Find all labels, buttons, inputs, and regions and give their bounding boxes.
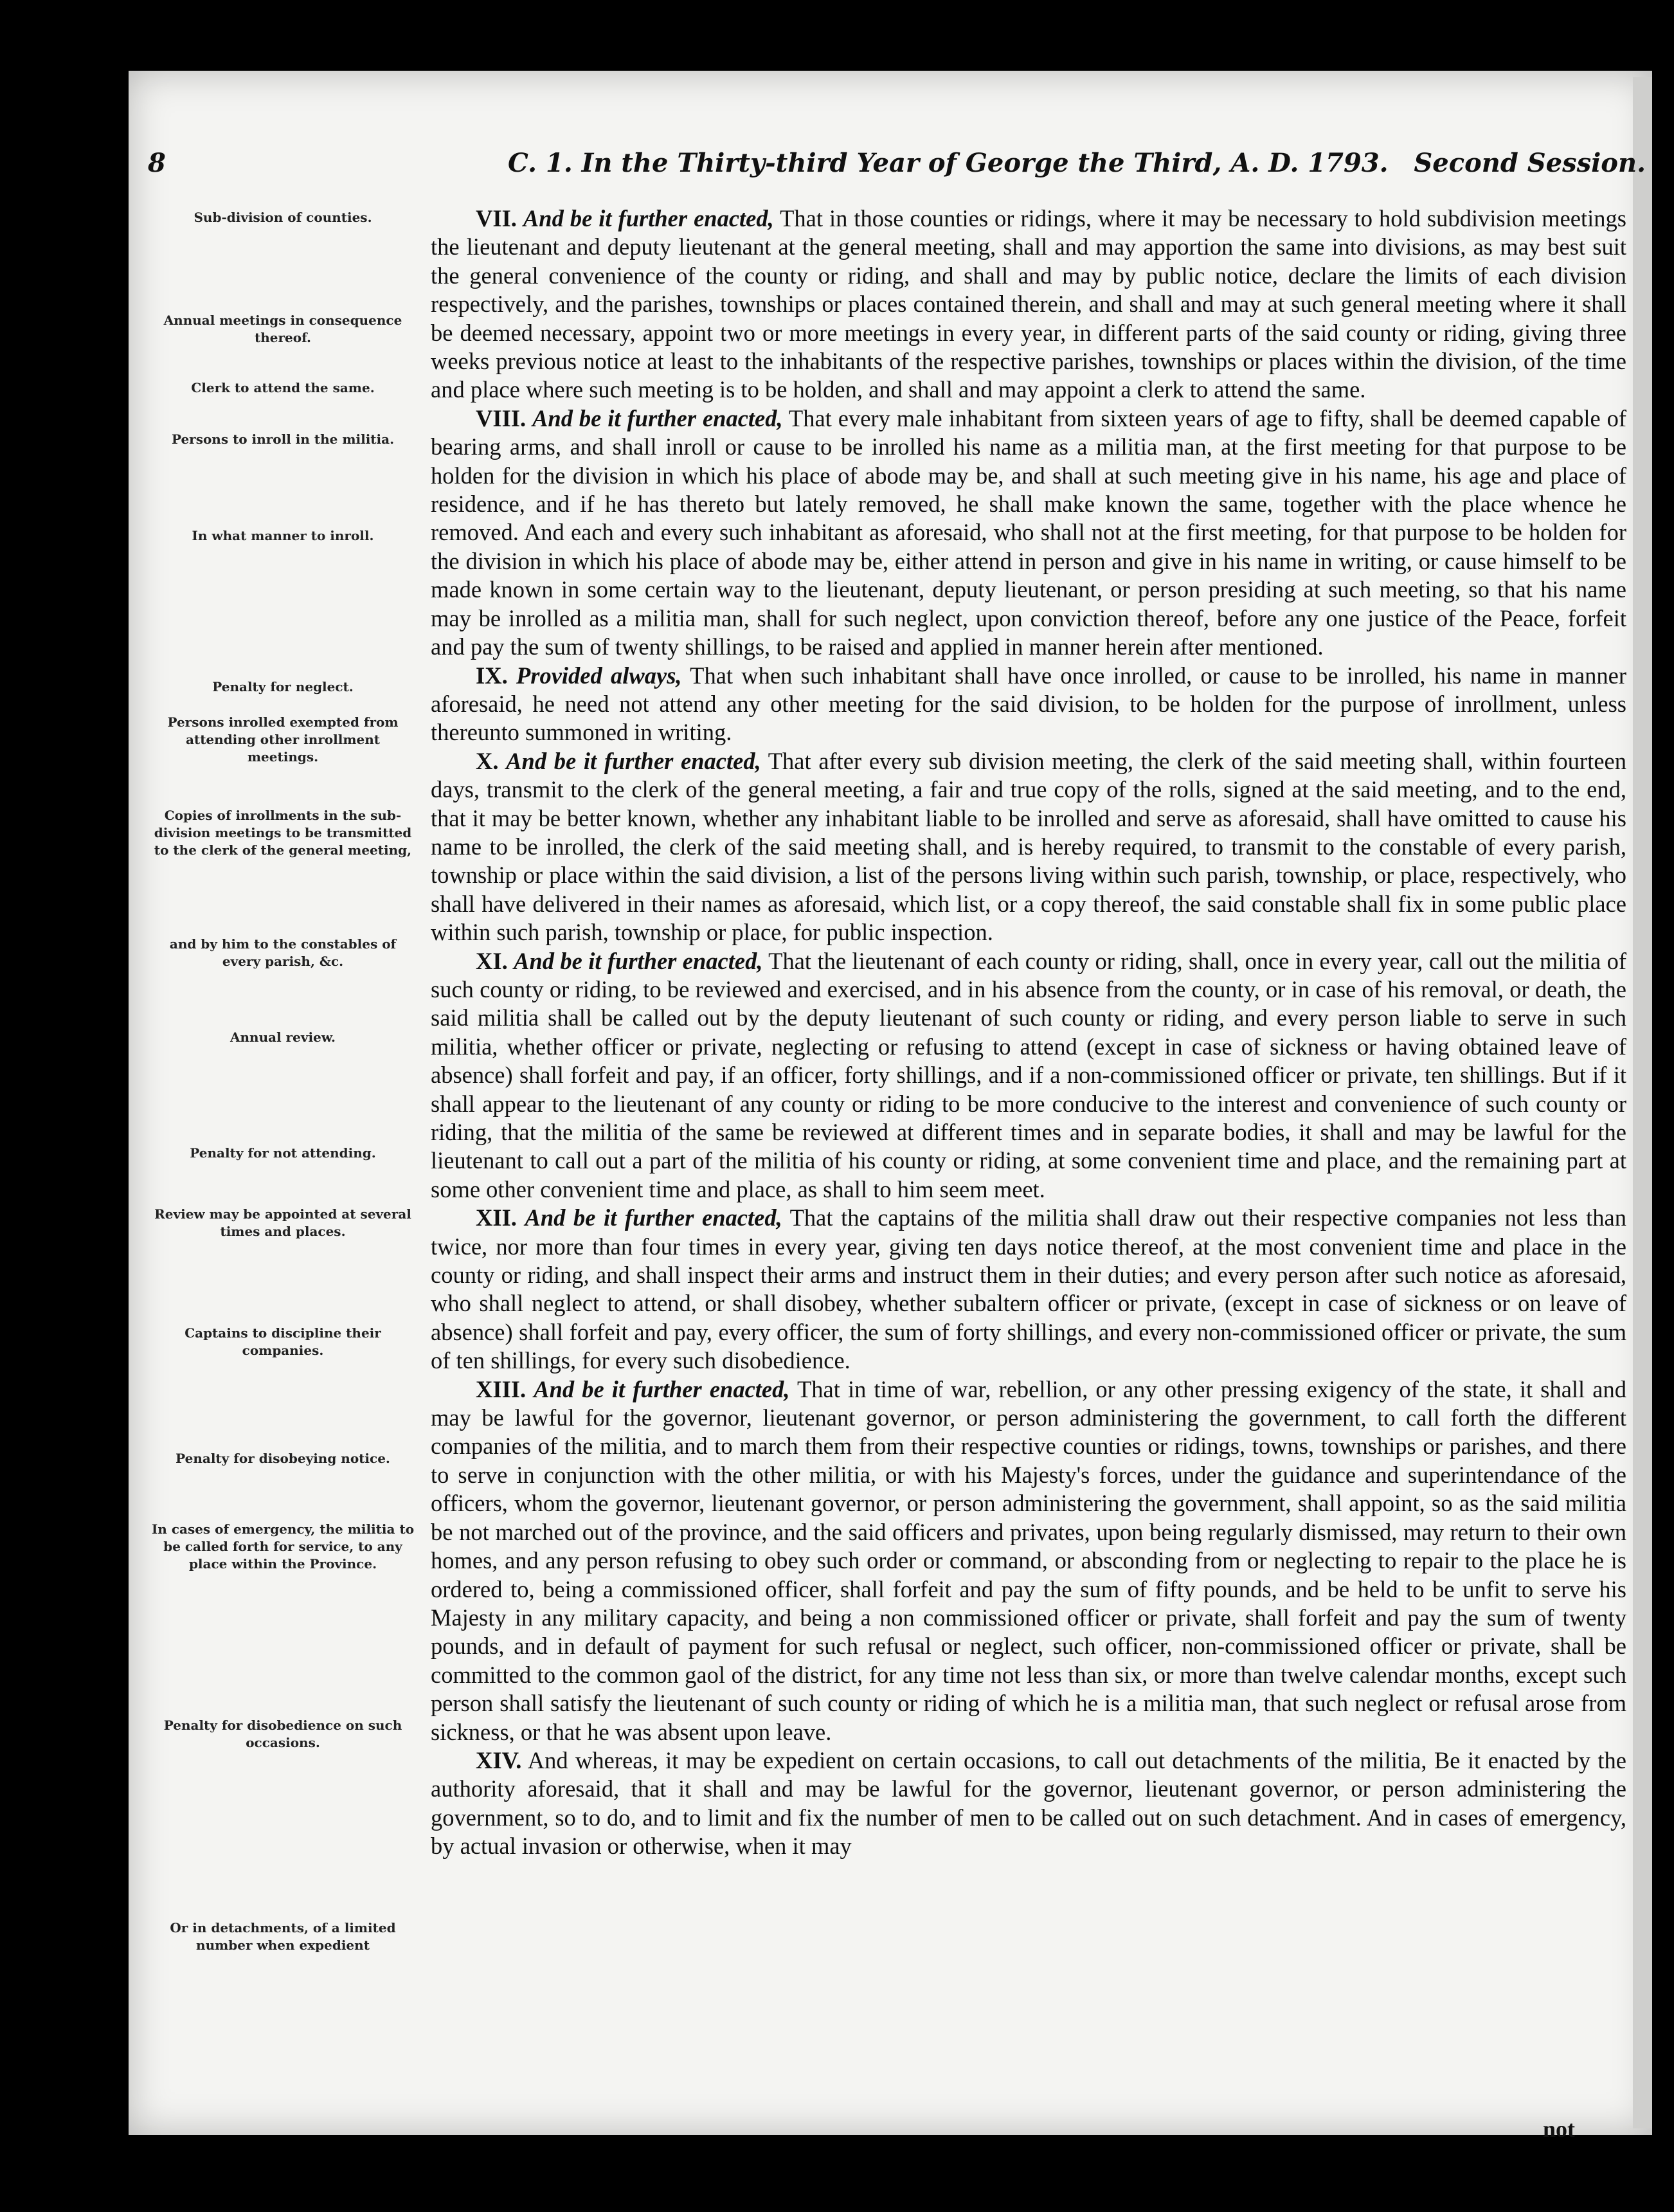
section-12: [431, 1204, 1626, 1375]
section-number: IX.: [476, 662, 508, 689]
section-number: VIII.: [476, 404, 526, 431]
margin-note: Persons to inroll in the militia.: [171, 431, 395, 447]
margin-note: In cases of emergency, the militia to be called forth for service, to any place within the Province.: [151, 1521, 415, 1572]
section-number: XII.: [476, 1204, 517, 1231]
enacting-clause: And be it further enacted,: [525, 1204, 782, 1231]
margin-note: Penalty for disobedience on such occasions.: [163, 1718, 402, 1750]
section-9: [431, 662, 1626, 747]
section-8: [431, 404, 1626, 662]
margin-notes: [151, 0, 415, 2212]
enacting-clause: Provided always,: [516, 662, 682, 689]
enacting-clause: And be it further enacted,: [534, 1375, 790, 1402]
section-text: That when such inhabitant shall have once inrolled, or cause to be inrolled, his name in manner aforesaid, he need not attend any other meeting for the said division, to be holden for the purpose of inrollment, unless thereunto summoned in writing.: [431, 662, 1626, 746]
section-number: X.: [476, 747, 499, 774]
margin-note: In what manner to inroll.: [192, 528, 374, 543]
section-number: XIII.: [476, 1375, 526, 1402]
margin-note: Penalty for not attending.: [190, 1145, 376, 1161]
running-title: C. 1. In the Thirty-third Year of George the Third, A. D. 1793.: [508, 148, 1389, 178]
margin-note: Penalty for disobeying notice.: [176, 1451, 390, 1466]
document-body: [431, 204, 1626, 1861]
margin-note: Persons inrolled exempted from attending other inrollment meetings.: [167, 714, 399, 765]
section-number: XI.: [476, 947, 508, 974]
section-text: That in time of war, rebellion, or any other pressing exigency of the state, it shall and may be lawful for the governor, lieutenant governor, or person administering the government, to call forth the different companies of the militia, and to march them from their respective counties or ridings, towns, townships or parishes, and there to serve in conjunction with the other militia, or with his Majesty's forces, under the guidance and superintendance of the officers, whom the governor, lieutenant governor, or person administering the government, shall appoint, so as the said militia be not marched out of the province, and the said officers and privates, upon being regularly dismissed, may return to their own homes, and any person refusing to obey such order or command, or absconding from or neglecting to repair to the place he is ordered to, being a commissioned officer, shall forfeit and pay the sum of fifty pounds, and be held to be unfit to serve his Majesty in any military capacity, and being a non commissioned officer or private, shall forfeit and pay the sum of twenty pounds, and in default of payment for such refusal or neglect, such officer, non-commissioned officer or private, shall be committed to the common gaol of the district, for any time not less than six, or more than twelve calendar months, except such person shall satisfy the lieutenant of such county or riding of which he is a militia man, that such neglect or refusal arose from sickness, or that he was absent upon leave.: [431, 1375, 1626, 1745]
section-text: That every male inhabitant from sixteen years of age to fifty, shall be deemed capable of bearing arms, and shall inroll or cause to be inrolled his name as a militia man, at the first meeting for that purpose to be holden for the division in which his place of abode may be, and shall at such meeting give in his name, his age and place of residence, and if he has thereto but lately removed, he shall make known the same, together with the place whence he removed. And each and every such inhabitant as aforesaid, who shall not at the first meeting, for that purpose to be holden for the division in which his place of abode may be, either attend in person and give in his name in writing, or cause himself to be made known in some certain way to the lieutenant, deputy lieutenant, or person presiding at such meeting, so that his name may be inrolled as a militia man, shall for such neglect, upon conviction thereof, before any one justice of the Peace, forfeit and pay the sum of twenty shillings, to be raised and applied in manner herein after mentioned.: [431, 404, 1627, 660]
enacting-clause: And be it further enacted,: [506, 747, 761, 774]
section-text: That the captains of the militia shall draw out their respective companies not less than twice, nor more than four times in every year, giving ten days notice thereof, at the most convenient time and place in the county or riding, and shall inspect their arms and instruct them in their duties; and every person after such notice as aforesaid, who shall neglect to attend, or shall disobey, whether subaltern officer or private, (except in case of sickness or on leave of absence) shall forfeit and pay, every officer, the sum of forty shillings, and every non-commissioned officer or private, the sum of ten shillings, for every such disobedience.: [431, 1204, 1627, 1374]
section-11: [431, 947, 1626, 1204]
margin-note: Captains to discipline their companies.: [184, 1325, 381, 1358]
margin-note: Sub-division of counties.: [194, 210, 372, 225]
section-14: [431, 1746, 1626, 1861]
section-text: That in those counties or ridings, where it may be necessary to hold subdivision meetings the lieutenant and deputy lieutenant at the general meeting, shall and may apportion the same into divisions, as may best suit the general convenience of the county or riding, and shall and may by public notice, declare the limits of each division respectively, and the parishes, townships or places contained therein, and shall and may at such general meeting where it shall be deemed necessary, appoint two or more meetings in every year, in different parts of the said county or riding, giving three weeks previous notice at least to the inhabitants of the respective parishes, townships or places within the division, of the time and place where such meeting is to be holden, and shall and may appoint a clerk to attend the same.: [431, 205, 1626, 403]
margin-note: Penalty for neglect.: [212, 679, 354, 694]
page-number: 8: [148, 148, 166, 178]
margin-note: Annual review.: [230, 1029, 336, 1045]
section-number: XIV.: [476, 1746, 522, 1773]
section-text: And whereas, it may be expedient on certain occasions, to call out detachments of the militia, Be it enacted by the authority aforesaid, that it shall and may be lawful for the governor, lieutenant governor, or person administering the government, so to do, and to limit and fix the number of men to be called out on such detachment. And in cases of emergency, by actual invasion or otherwise, when it may: [431, 1746, 1626, 1860]
catchword: not: [1543, 2116, 1576, 2142]
section-7: [431, 204, 1626, 404]
section-text: That the lieutenant of each county or riding, shall, once in every year, call out the militia of such county or riding, to be reviewed and exercised, and in his absence from the county, or in case of his removal, or death, the said militia shall be called out by the deputy lieutenant of such county or riding, and every person liable to serve in such militia, whether officer or private, neglecting or refusing to attend (except in case of sickness or having obtained leave of absence) shall forfeit and pay, if an officer, forty shillings, and if a non-commissioned officer or private, ten shillings. But if it shall appear to the lieutenant of any county or riding to be more conducive to the interest and convenience of such county or riding, that the militia of the same be reviewed at different times and in separate bodies, it shall and may be lawful for the lieutenant to call out a part of the militia of his county or riding, at some convenient time and place, and the remaining part at some other convenient time and place, as shall to him seem meet.: [431, 947, 1626, 1202]
enacting-clause: And be it further enacted,: [514, 947, 763, 974]
section-text: That after every sub division meeting, the clerk of the said meeting shall, within fourteen days, transmit to the clerk of the general meeting, a fair and true copy of the rolls, signed at the said meeting, and to the end, that it may be better known, whether any inhabitant liable to be inrolled and serve as aforesaid, shall have omitted to cause his name to be inrolled, the clerk of the said meeting shall, and is hereby required, to transmit to the constable of every parish, township or place within the said division, a list of the persons living within such parish, township, or place, respectively, who shall have delivered in their names as aforesaid, which list, or a copy thereof, the said constable shall fix in some public place within such parish, township or place, for public inspection.: [431, 747, 1626, 946]
margin-note: Clerk to attend the same.: [191, 380, 375, 395]
enacting-clause: And be it further enacted,: [532, 404, 783, 431]
session-label: Second Session.: [1414, 148, 1646, 178]
section-13: [431, 1375, 1626, 1746]
margin-note: and by him to the constables of every parish, &c.: [169, 936, 397, 969]
page-edge: [1633, 77, 1652, 2128]
margin-note: Or in detachments, of a limited number when expedient: [170, 1920, 396, 1953]
section-number: VII.: [476, 205, 517, 231]
margin-note: Review may be appointed at several times and places.: [154, 1206, 411, 1239]
section-10: [431, 747, 1626, 947]
margin-note: Annual meetings in consequence thereof.: [163, 313, 402, 345]
margin-note: Copies of inrollments in the sub-division meetings to be transmitted to the clerk of the general meeting,: [154, 808, 412, 858]
enacting-clause: And be it further enacted,: [523, 205, 774, 231]
